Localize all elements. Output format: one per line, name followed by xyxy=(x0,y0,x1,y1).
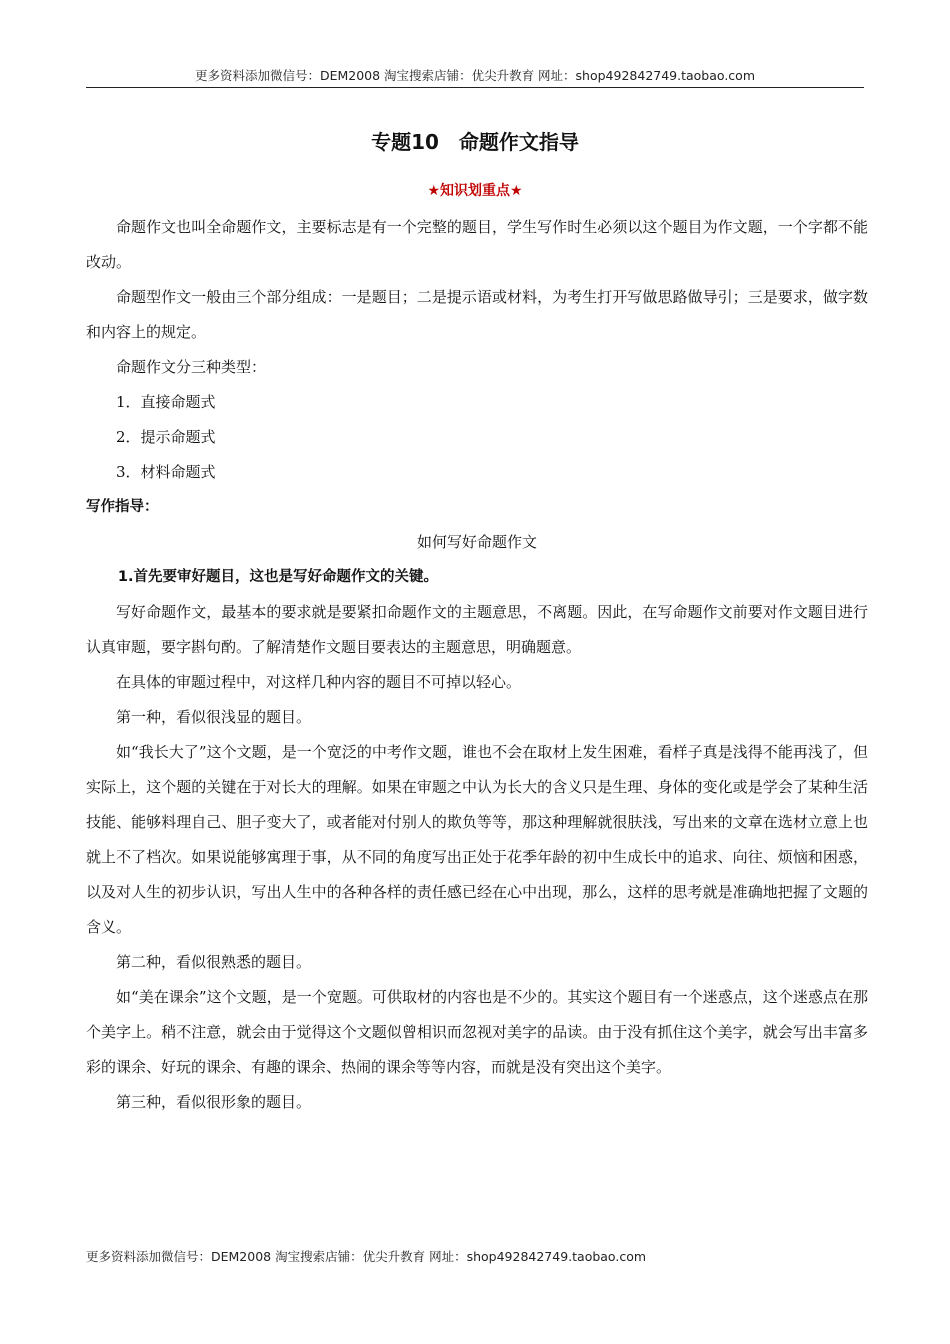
paragraph: 命题作文也叫全命题作文，主要标志是有一个完整的题目，学生写作时生必须以这个题目为作文题，一个字都不能改动。 xyxy=(86,218,868,271)
paragraph: 如“我长大了”这个文题，是一个宽泛的中考作文题，谁也不会在取材上发生困难，看样子真是浅得不能再浅了，但实际上，这个题的关键在于对长大的理解。如果在审题之中认为长大的含义只是生理、身体的变化或是学会了某种生活技能、能够料理自己、胆子变大了，或者能对付别人的欺负等等，那这种理解就很肤浅，写出来的文章在选材立意上也就上不了档次。如果说能够寓理于事，从不同的角度写出正处于花季年龄的初中生成长中的追求、向往、烦恼和困惑，以及对人生的初步认识，写出人生中的各种各样的责任感已经在心中出现，那么，这样的思考就是准确地把握了文题的含义。 xyxy=(86,743,868,936)
paragraph: 第二种，看似很熟悉的题目。 xyxy=(116,953,312,971)
page-footer: 更多资料添加微信号：DEM2008 淘宝搜索店铺：优尖升教育 网址：shop492842749.taobao.com xyxy=(86,1249,647,1264)
list-item: 1．直接命题式 xyxy=(116,393,216,411)
section-subtitle: ★知识划重点★ xyxy=(427,183,523,199)
page-header: 更多资料添加微信号：DEM2008 淘宝搜索店铺：优尖升教育 网址：shop492842749.taobao.com xyxy=(194,68,756,83)
document-body xyxy=(86,210,868,1120)
point-heading: 1.首先要审好题目，这也是写好命题作文的关键。 xyxy=(117,569,438,585)
header-divider xyxy=(86,87,864,88)
paragraph: 第一种，看似很浅显的题目。 xyxy=(116,708,312,726)
paragraph: 第三种，看似很形象的题目。 xyxy=(116,1093,312,1111)
centered-title: 如何写好命题作文 xyxy=(416,533,537,551)
paragraph: 在具体的审题过程中，对这样几种内容的题目不可掉以轻心。 xyxy=(116,673,522,691)
list-item: 3．材料命题式 xyxy=(116,463,216,481)
paragraph: 写好命题作文，最基本的要求就是要紧扣命题作文的主题意思，不离题。因此，在写命题作文前要对作文题目进行认真审题，要字斟句酌。了解清楚作文题目要表达的主题意思，明确题意。 xyxy=(86,603,868,656)
section-heading: 写作指导： xyxy=(86,499,159,515)
paragraph: 命题作文分三种类型： xyxy=(116,358,267,376)
paragraph: 命题型作文一般由三个部分组成：一是题目；二是提示语或材料，为考生打开写做思路做导引；三是要求，做字数和内容上的规定。 xyxy=(86,288,868,341)
list-item: 2．提示命题式 xyxy=(116,428,216,446)
paragraph: 如“美在课余”这个文题，是一个宽题。可供取材的内容也是不少的。其实这个题目有一个迷惑点，这个迷惑点在那个美字上。稍不注意，就会由于觉得这个文题似曾相识而忽视对美字的品读。由于没有抓住这个美字，就会写出丰富多彩的课余、好玩的课余、有趣的课余、热闹的课余等等内容，而就是没有突出这个美字。 xyxy=(86,988,868,1076)
page-title: 专题10 命题作文指导 xyxy=(371,130,579,154)
